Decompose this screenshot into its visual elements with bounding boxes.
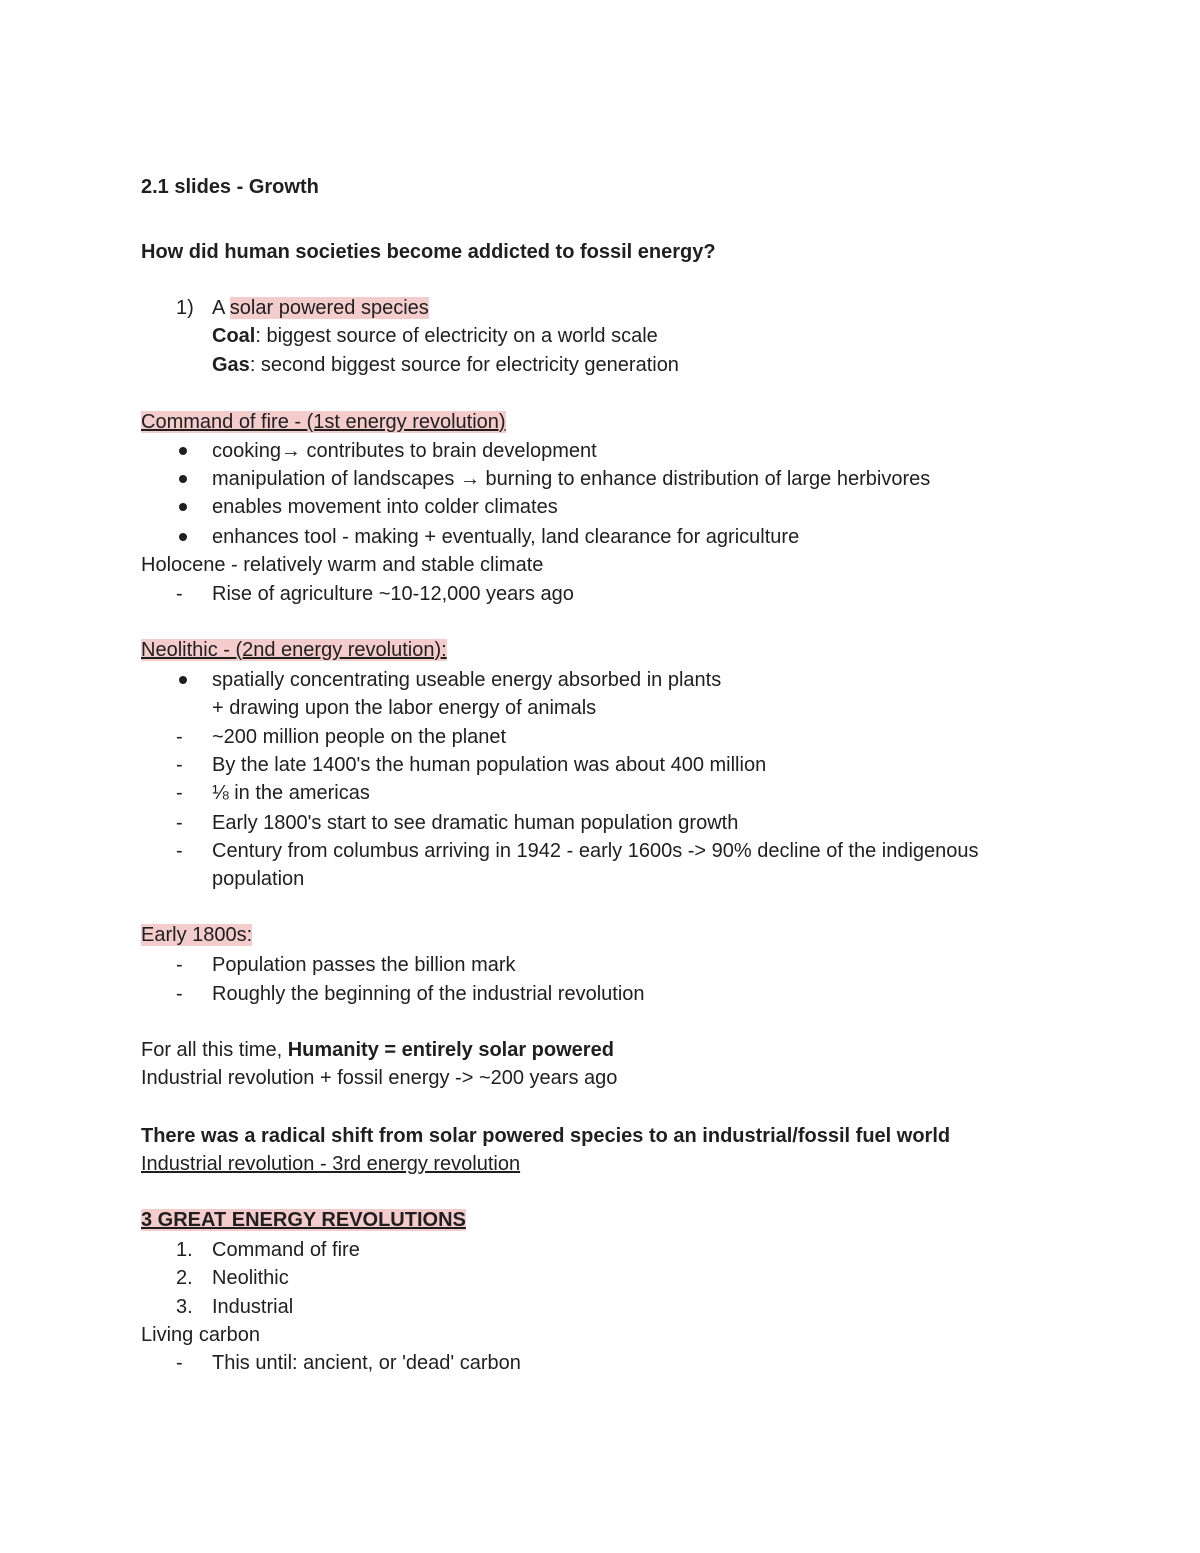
- bullet-icon: [179, 676, 187, 684]
- revolutions-heading: [141, 1207, 466, 1233]
- dash-marker: -: [176, 726, 183, 748]
- list-marker: 2.: [176, 1267, 193, 1289]
- list-item: enables movement into colder climates: [212, 496, 558, 518]
- solar-bold: Humanity = entirely solar powered: [287, 1039, 614, 1061]
- list-item: This until: ancient, or 'dead' carbon: [212, 1352, 521, 1374]
- fire-heading-text: Command of fire - (1st energy revolution): [141, 411, 506, 433]
- list-marker: 1.: [176, 1239, 193, 1261]
- list-item: ~200 million people on the planet: [212, 726, 507, 748]
- coal-label: Coal: [212, 325, 256, 347]
- bullet-icon: [179, 533, 187, 541]
- shift-statement: There was a radical shift from solar powered species to an industrial/fossil fuel world: [141, 1125, 951, 1147]
- bullet-icon: [179, 503, 187, 511]
- fossil-line: Industrial revolution + fossil energy -> ~200 years ago: [141, 1067, 618, 1089]
- holocene-line: Holocene - relatively warm and stable climate: [141, 554, 544, 576]
- neolithic-heading: [141, 637, 447, 663]
- early-1800s-heading: [141, 922, 252, 948]
- list-item: spatially concentrating useable energy absorbed in plants: [212, 669, 722, 691]
- gas-line: [212, 352, 679, 378]
- revolutions-heading-text: 3 GREAT ENERGY REVOLUTIONS: [141, 1209, 466, 1231]
- fire-heading: [141, 409, 506, 435]
- intro-prefix: A: [212, 297, 230, 319]
- list-item: ⅛ in the americas: [212, 782, 370, 804]
- document-title: 2.1 slides - Growth: [141, 176, 319, 198]
- dash-marker: -: [176, 1352, 183, 1374]
- list-item: Command of fire: [212, 1239, 360, 1261]
- list-item: Industrial: [212, 1296, 294, 1318]
- list-item: Population passes the billion mark: [212, 954, 516, 976]
- industrial-underline: Industrial revolution - 3rd energy revolution: [141, 1153, 521, 1175]
- coal-text: : biggest source of electricity on a world scale: [255, 325, 658, 347]
- dash-marker: -: [176, 983, 183, 1005]
- list-item: manipulation of landscapes → burning to enhance distribution of large herbivores: [212, 468, 931, 490]
- list-item-continuation: + drawing upon the labor energy of animals: [212, 697, 597, 719]
- list-item-continuation: population: [212, 868, 305, 890]
- list-item: enhances tool - making + eventually, land clearance for agriculture: [212, 526, 800, 548]
- early-1800s-heading-text: Early 1800s:: [141, 924, 253, 946]
- list-item: Neolithic: [212, 1267, 289, 1289]
- dash-marker: -: [176, 583, 183, 605]
- list-item: cooking→ contributes to brain development: [212, 440, 597, 462]
- carbon-line: Living carbon: [141, 1324, 260, 1346]
- neolithic-heading-text: Neolithic - (2nd energy revolution):: [141, 639, 447, 661]
- intro-line: [212, 295, 429, 321]
- solar-line: [141, 1037, 614, 1063]
- list-marker: 3.: [176, 1296, 193, 1318]
- list-item: Rise of agriculture ~10-12,000 years ago: [212, 583, 574, 605]
- dash-marker: -: [176, 812, 183, 834]
- list-item: Early 1800's start to see dramatic human population growth: [212, 812, 739, 834]
- list-item: Century from columbus arriving in 1942 - early 1600s -> 90% decline of the indigenous: [212, 840, 979, 862]
- bullet-icon: [179, 475, 187, 483]
- list-item: Roughly the beginning of the industrial revolution: [212, 983, 645, 1005]
- highlight-solar-species: solar powered species: [229, 297, 429, 319]
- industrial-line: [141, 1151, 520, 1177]
- main-question: How did human societies become addicted to fossil energy?: [141, 241, 716, 263]
- bullet-icon: [179, 447, 187, 455]
- dash-marker: -: [176, 840, 183, 862]
- gas-label: Gas: [212, 354, 250, 376]
- gas-text: : second biggest source for electricity generation: [249, 354, 679, 376]
- solar-prefix: For all this time,: [141, 1039, 288, 1061]
- list-marker: 1): [176, 297, 194, 319]
- list-item: By the late 1400's the human population was about 400 million: [212, 754, 767, 776]
- dash-marker: -: [176, 754, 183, 776]
- dash-marker: -: [176, 782, 183, 804]
- dash-marker: -: [176, 954, 183, 976]
- coal-line: [212, 323, 658, 349]
